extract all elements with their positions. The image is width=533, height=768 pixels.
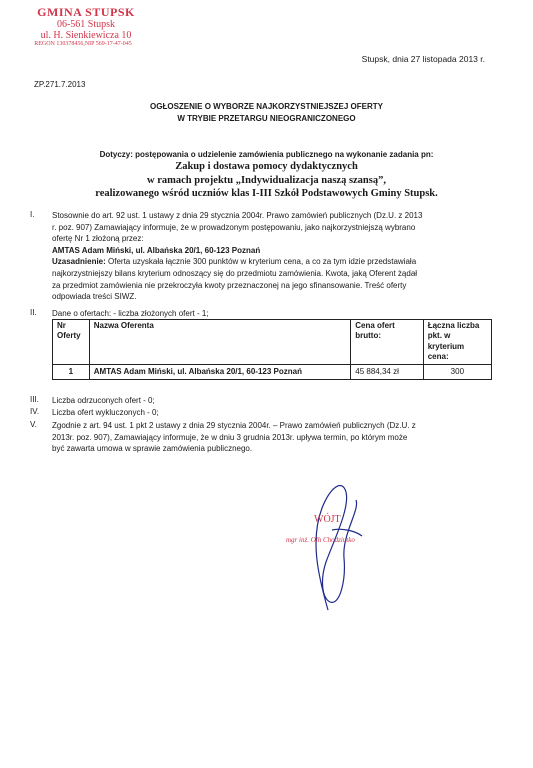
justification-line-1 (52, 256, 502, 268)
section-1-line-2: r. poz. 907) Zamawiający informuje, że w prowadzonym postępowaniu, jako najkorzystniejszą wybrano (52, 222, 416, 232)
justification-line-3: za przedmiot zamówienia nie przekroczyła kwoty przeznaczonej na jego sfinansowanie. Treść oferty (52, 280, 407, 290)
cell-total-points: 300 (423, 364, 491, 379)
place-date: Stupsk, dnia 27 listopada 2013 r. (361, 54, 485, 64)
signature-title: WÓJT (314, 514, 341, 525)
subject-intro: Dotyczy: postępowania o udzielenie zamówienia publicznego na wykonanie zadania pn: (99, 150, 434, 159)
stamp-name: GMINA STUPSK (37, 5, 135, 19)
section-5 (52, 420, 502, 455)
section-1-number: I. (30, 210, 35, 219)
heading-line-2: W TRYBIE PRZETARGU NIEOGRANICZONEGO (177, 113, 356, 123)
section-1-line-1: Stosownie do art. 92 ust. 1 ustawy z dnia 29 stycznia 2004r. Prawo zamówień publicznych (Dz.U. z 2013 (52, 211, 423, 220)
cell-bidder-name: AMTAS Adam Miński, ul. Albańska 20/1, 60-123 Poznań (89, 364, 351, 379)
stamp-ids: REGON 130378456,NIP 569-17-47-045 (34, 41, 132, 48)
section-5-line-3: być zawarta umowa w sprawie zamówienia publicznego. (52, 444, 253, 454)
table-row (53, 364, 492, 379)
office-stamp (16, 6, 156, 48)
table-header-row (53, 320, 492, 365)
document-heading (0, 101, 533, 124)
section-2-text: Dane o ofertach: - liczba złożonych ofert - 1; (52, 309, 209, 318)
subject-title-2: w ramach projektu „Indywidualizacja naszą szansą”, (147, 174, 386, 186)
justification-line-4: odpowiada treści SIWZ. (52, 292, 137, 302)
section-3-text: Liczba odrzuconych ofert - 0; (52, 396, 155, 405)
header-total-points: Łączna liczba pkt. w kryterium cena: (423, 320, 491, 365)
winner-name: AMTAS Adam Miński, ul. Albańska 20/1, 60-123 Poznań (52, 245, 261, 255)
section-5-line-1: Zgodnie z art. 94 ust. 1 pkt 2 ustawy z dnia 29 stycznia 2004r. – Prawo zamówień publicznych (Dz.U. z (52, 421, 416, 430)
justification-text: Oferta uzyskała łącznie 300 punktów w kryterium cena, a co za tym idzie przedstawiała (105, 257, 417, 267)
section-1-line-3: ofertę Nr 1 złożoną przez: (52, 234, 144, 244)
section-5-line-2: 2013r. poz. 907), Zamawiający informuje, że w dniu 3 grudnia 2013r. upływa termin, po którym może (52, 432, 408, 442)
cell-offer-number: 1 (53, 364, 90, 379)
section-2-number: II. (30, 308, 37, 317)
subject-block (0, 150, 533, 201)
signature-stamp (270, 470, 420, 615)
section-3-number: III. (30, 395, 39, 404)
heading-line-1: OGŁOSZENIE O WYBORZE NAJKORZYSTNIEJSZEJ OFERTY (150, 102, 383, 111)
section-5-number: V. (30, 420, 37, 429)
section-1 (52, 210, 502, 303)
stamp-street: ul. H. Sienkiewicza 10 (40, 30, 132, 42)
stamp-postal: 06-561 Stupsk (56, 19, 116, 31)
signature-name: mgr inż. Olh Chodziutko (286, 536, 355, 544)
header-gross-price: Cena ofert brutto: (351, 320, 423, 365)
section-4-text: Liczba ofert wykluczonych - 0; (52, 408, 159, 417)
justification-line-2: najkorzystniejszy bilans kryterium odnoszący się do przedmiotu zamówienia. Kwota, jaką Oferent żądał (52, 268, 418, 278)
subject-title-1: Zakup i dostawa pomocy dydaktycznych (175, 161, 358, 173)
section-4-number: IV. (30, 407, 40, 416)
handwritten-signature (316, 485, 362, 610)
reference-number: ZP.271.7.2013 (34, 80, 86, 89)
cell-gross-price: 45 884,34 zł (351, 364, 423, 379)
header-offer-number: Nr Oferty (53, 320, 90, 365)
offers-table (52, 319, 492, 380)
subject-title-3: realizowanego wśród uczniów klas I-III Szkół Podstawowych Gminy Stupsk. (95, 188, 438, 200)
header-bidder-name: Nazwa Oferenta (89, 320, 351, 365)
justification-label: Uzasadnienie: (52, 257, 106, 267)
